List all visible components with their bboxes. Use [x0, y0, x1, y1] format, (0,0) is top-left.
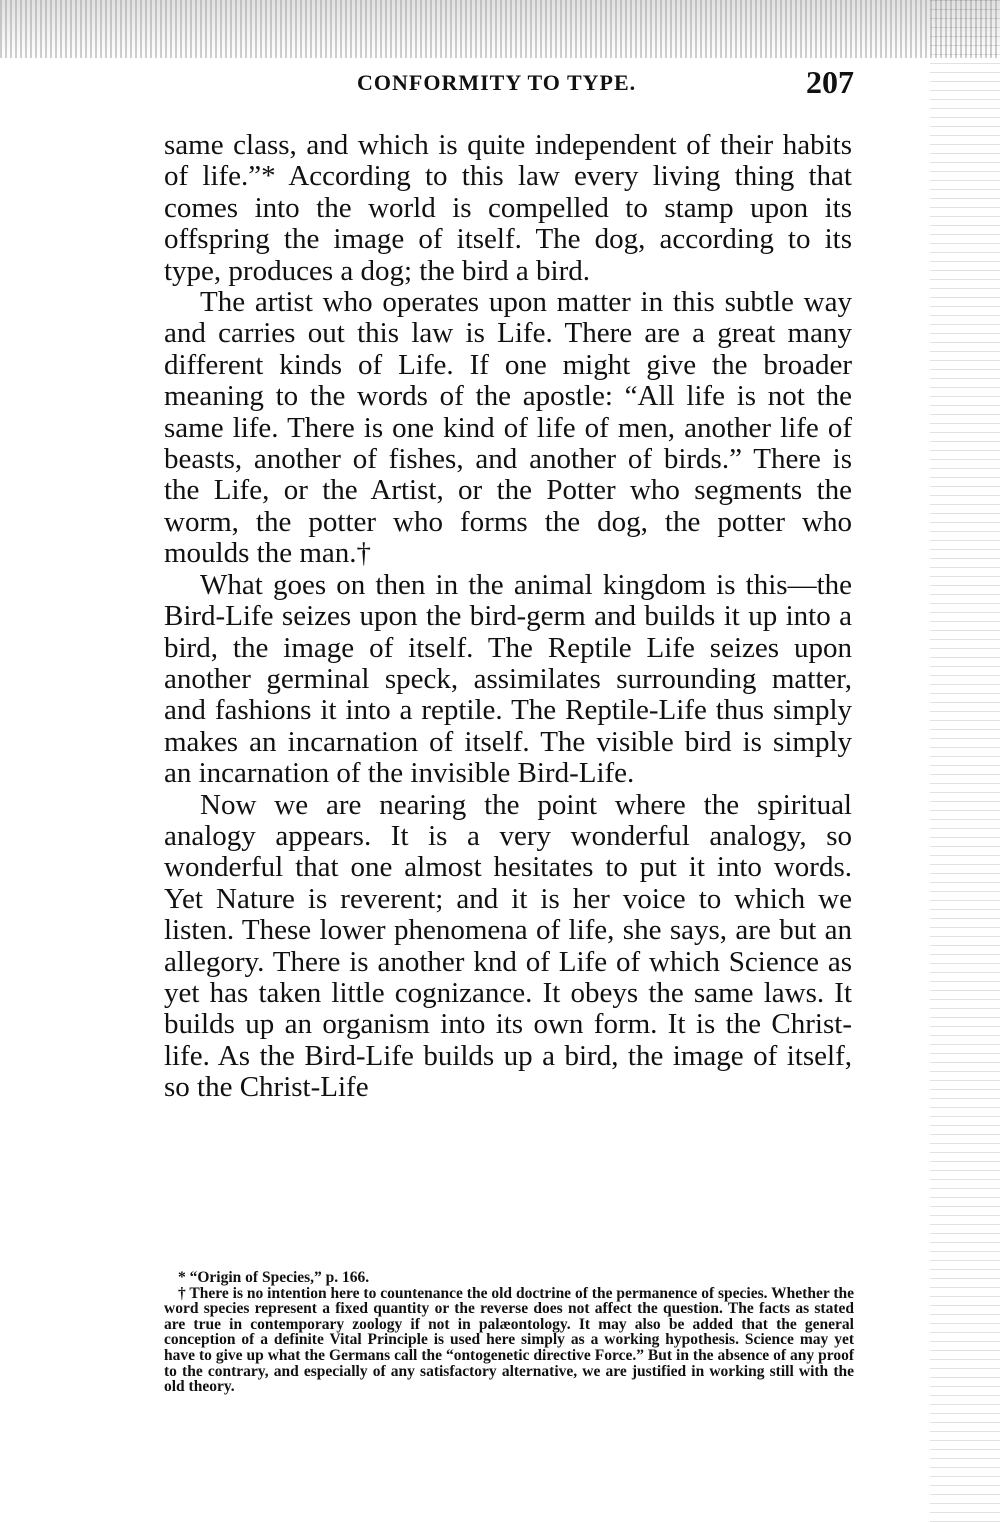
paragraph: Now we are nearing the point where the spiritual analogy appears. It is a very wonderful analogy, so wonderful that one almost hesitates to put it into words. Yet Nature is reverent; and it is her voice to which we listen. These lower phenomena of life, she says, are but an allegory. There is another knd of Life of which Science as yet has taken little cognizance. It obeys the same laws. It builds up an organism into its own form. It is the Christ-life. As the Bird-Life builds up a bird, the image of itself, so the Christ-Life: [164, 788, 852, 1104]
footnote: † There is no intention here to countenance the old doctrine of the permanence of species. Whether the word species represent a fixed quantity or the reverse does not affect the question. The facts as stated are true in contemporary zoology if not in palæontology. It may also be added that the general conception of a definite Vital Principle is used here simply as a working hypothesis. Science may yet have to give up what the Germans call the “ontogenetic directive Force.” But in the absence of any proof to the contrary, and especially of any satisfactory alternative, we are justified in working still with the old theory.: [164, 1284, 854, 1396]
scan-noise-right: [930, 0, 1000, 1522]
paragraph: same class, and which is quite independent of their habits of life.”* According to this law every living thing that comes into the world is compelled to stamp upon its offspring the image of itself. The dog, according to its type, produces a dog; the bird a bird.: [164, 129, 852, 287]
body-text: [164, 130, 852, 1104]
scan-noise-top: [0, 0, 1000, 58]
footnotes: [164, 1270, 854, 1395]
page-number: 207: [806, 64, 854, 100]
paragraph: The artist who operates upon matter in this subtle way and carries out this law is Life. There are a great many different kinds of Life. If one might give the broader meaning to the words of the apostle: “All life is not the same life. There is one kind of life of men, another life of beasts, another of fishes, and another of birds.” There is the Life, or the Artist, or the Potter who segments the worm, the potter who forms the dog, the potter who moulds the man.†: [164, 286, 852, 570]
page-header: [0, 64, 1000, 104]
paragraph: What goes on then in the animal kingdom is this—the Bird-Life seizes upon the bird-germ and builds it up into a bird, the image of itself. The Reptile Life seizes upon another germinal speck, assimilates surrounding matter, and fashions it into a reptile. The Reptile-Life thus simply makes an incarnation of itself. The visible bird is simply an incarnation of the invisible Bird-Life.: [164, 568, 852, 790]
footnote: * “Origin of Species,” p. 166.: [178, 1269, 370, 1286]
running-head: CONFORMITY TO TYPE.: [357, 70, 637, 95]
